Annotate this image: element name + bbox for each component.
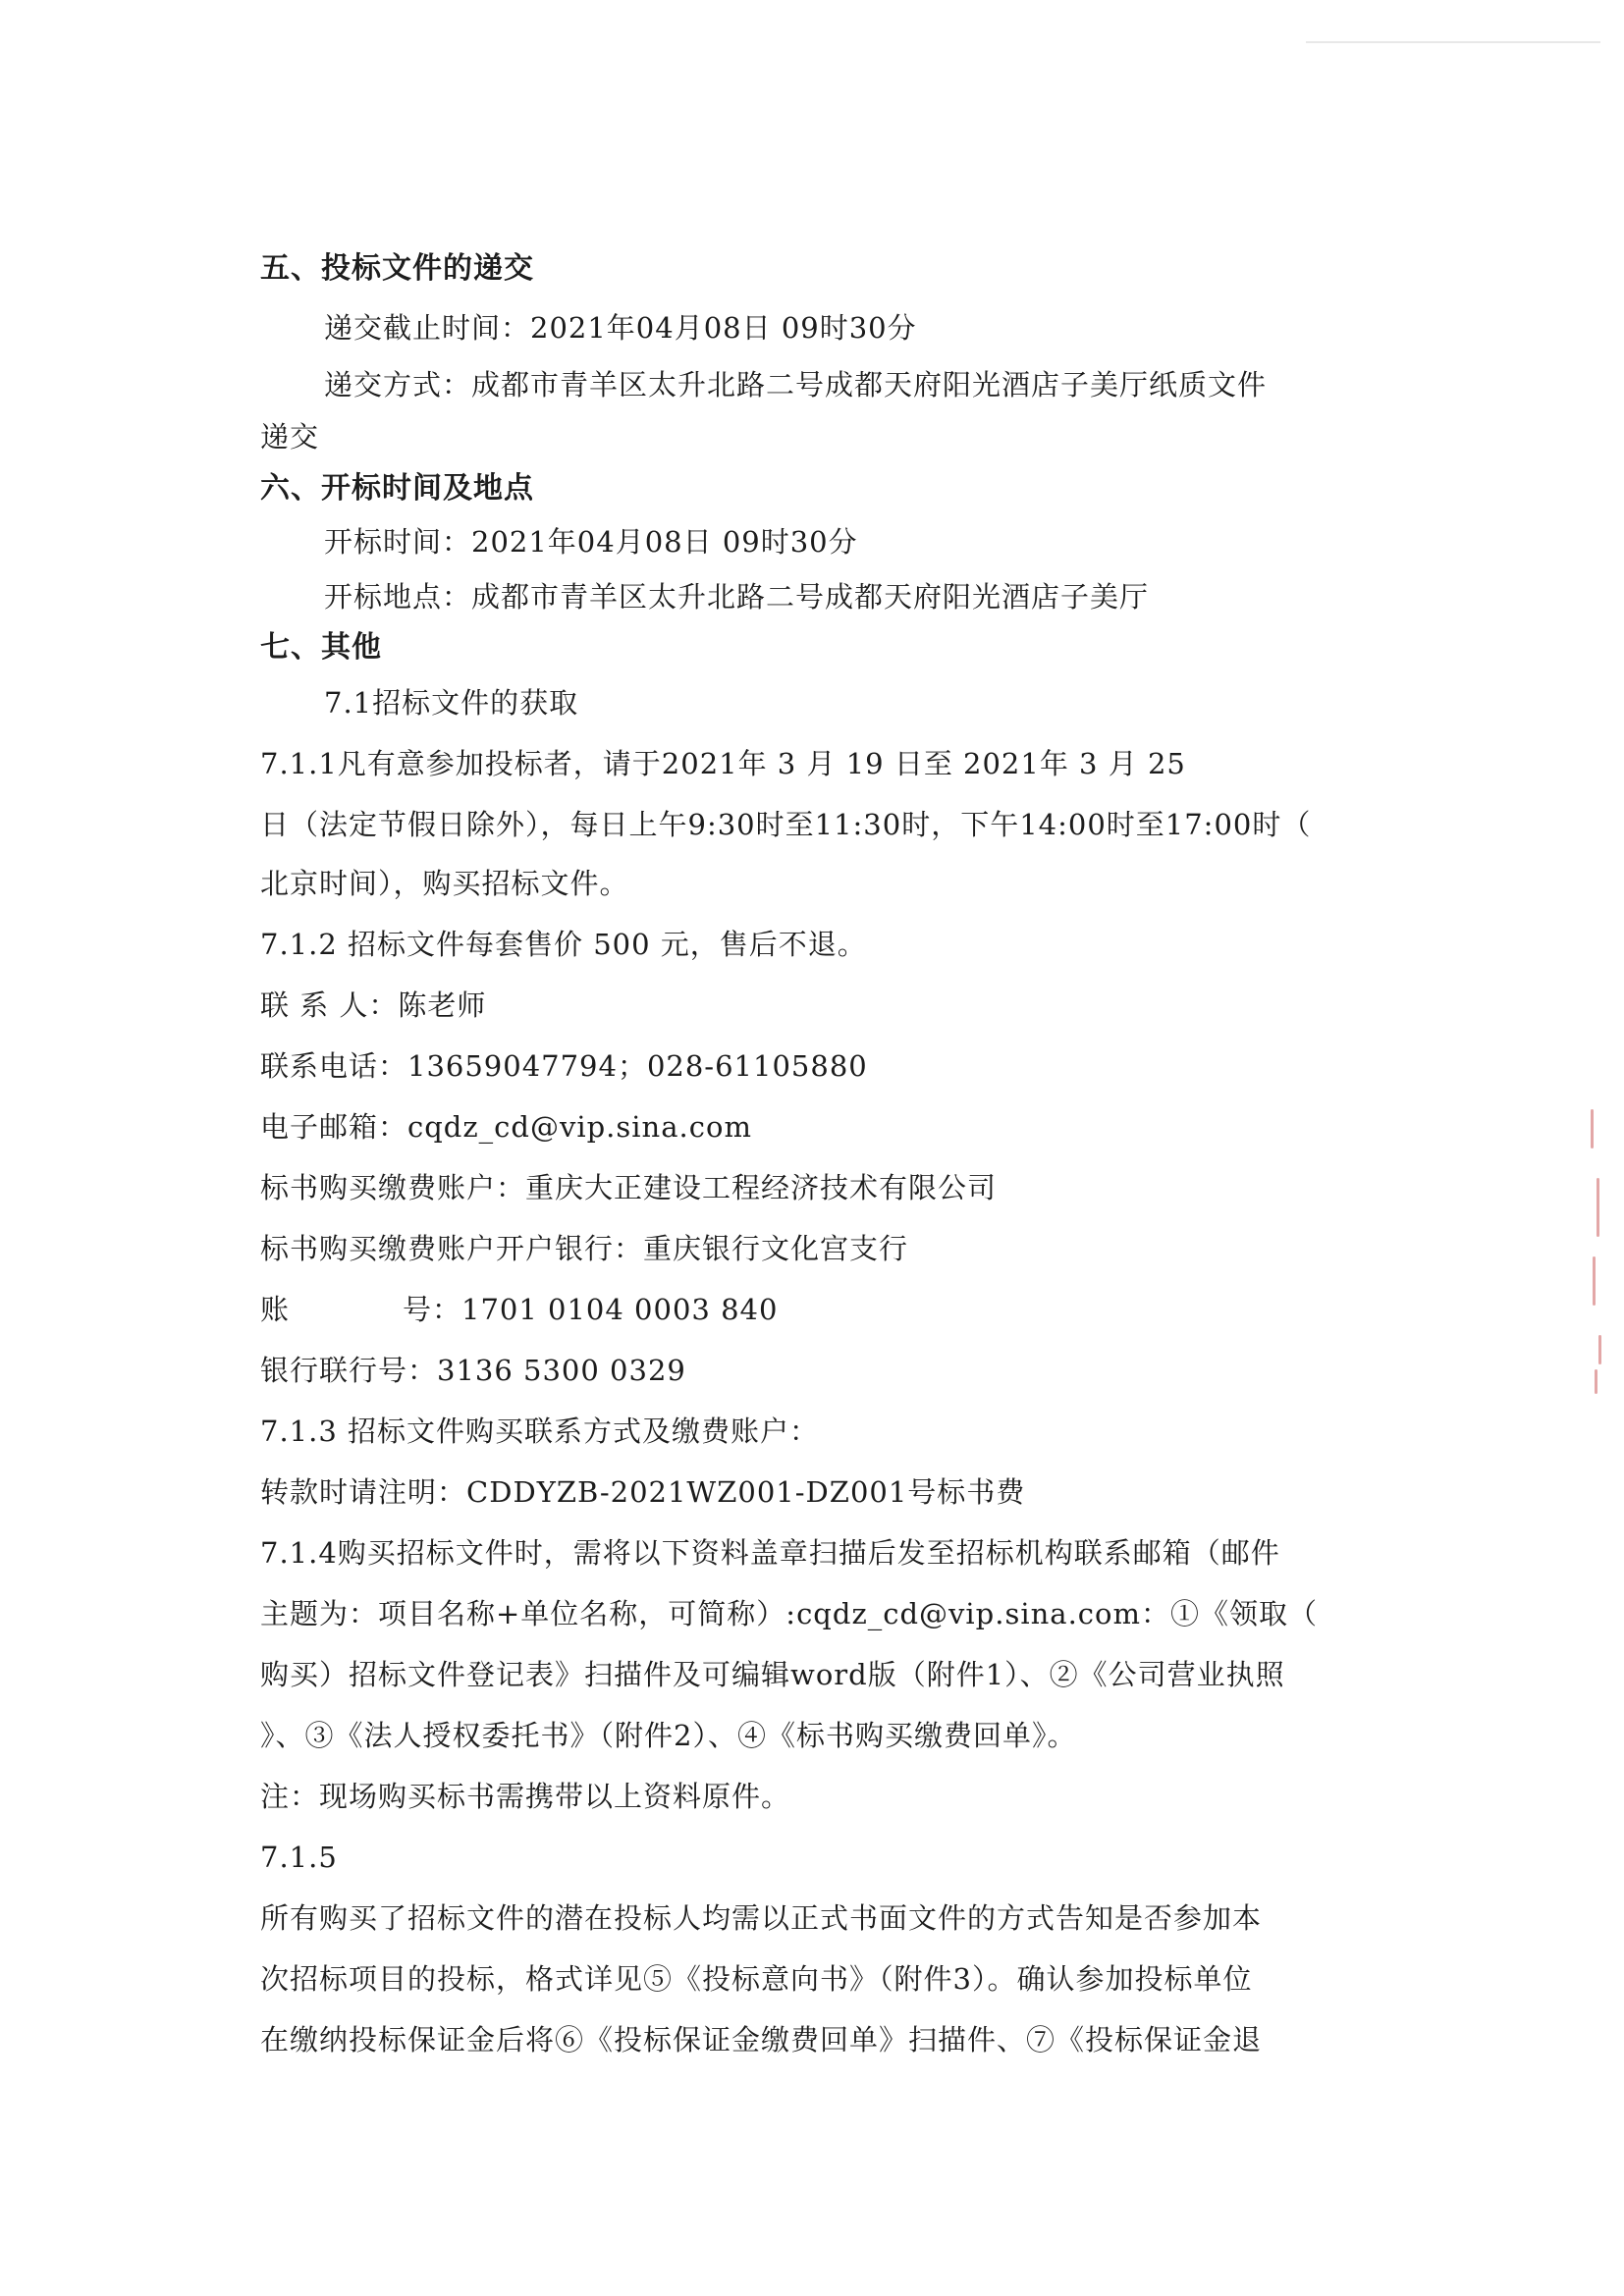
- account-number: 号：1701 0104 0003 840: [403, 1293, 779, 1326]
- seal-edge-mark: [1591, 1109, 1594, 1148]
- contact-person: 联 系 人：陈老师: [260, 988, 487, 1022]
- account-name: 标书购买缴费账户：重庆大正建设工程经济技术有限公司: [260, 1171, 998, 1204]
- paragraph-7-1-5-line3: 在缴纳投标保证金后将⑥《投标保证金缴费回单》扫描件、⑦《投标保证金退: [260, 2023, 1263, 2056]
- account-bank: 标书购买缴费账户开户银行：重庆银行文化宫支行: [260, 1232, 909, 1265]
- seal-edge-mark: [1595, 1369, 1597, 1394]
- contact-phone: 联系电话：13659047794；028-61105880: [260, 1049, 868, 1083]
- paragraph-7-1-5-label: 7.1.5: [260, 1841, 338, 1874]
- seal-edge-mark: [1598, 1335, 1601, 1364]
- contact-email: 电子邮箱：cqdz_cd@vip.sina.com: [260, 1110, 752, 1144]
- paragraph-7-1-1-line1: 7.1.1凡有意参加投标者，请于2021年 3 月 19 日至 2021年 3 月 25: [260, 747, 1186, 780]
- seal-edge-mark: [1593, 1256, 1596, 1306]
- section-7-heading: 七、其他: [260, 630, 382, 665]
- transfer-note: 转款时请注明：CDDYZB-2021WZ001-DZ001号标书费: [260, 1475, 1026, 1509]
- submission-method-line1: 递交方式：成都市青羊区太升北路二号成都天府阳光酒店子美厅纸质文件: [324, 368, 1268, 401]
- seal-edge-mark: [1597, 1178, 1599, 1237]
- note-originals: 注：现场购买标书需携带以上资料原件。: [260, 1780, 791, 1813]
- paragraph-7-1-3: 7.1.3 招标文件购买联系方式及缴费账户：: [260, 1415, 820, 1448]
- section-5-heading: 五、投标文件的递交: [260, 251, 534, 286]
- opening-place: 开标地点：成都市青羊区太升北路二号成都天府阳光酒店子美厅: [324, 580, 1150, 614]
- section-6-heading: 六、开标时间及地点: [260, 471, 534, 506]
- paragraph-7-1-4-line3: 购买）招标文件登记表》扫描件及可编辑word版（附件1）、②《公司营业执照: [260, 1658, 1285, 1691]
- sub-7-1-heading: 7.1招标文件的获取: [324, 686, 579, 720]
- bank-code: 银行联行号：3136 5300 0329: [260, 1354, 686, 1387]
- submission-method-line2: 递交: [260, 420, 320, 454]
- paragraph-7-1-5-line2: 次招标项目的投标，格式详见⑤《投标意向书》（附件3）。确认参加投标单位: [260, 1962, 1253, 1996]
- paragraph-7-1-4-line2: 主题为：项目名称+单位名称，可简称）:cqdz_cd@vip.sina.com：①《领取（: [260, 1597, 1319, 1630]
- paragraph-7-1-2: 7.1.2 招标文件每套售价 500 元，售后不退。: [260, 928, 867, 961]
- paragraph-7-1-5-line1: 所有购买了招标文件的潜在投标人均需以正式书面文件的方式告知是否参加本: [260, 1901, 1263, 1935]
- scan-artifact-line: [1306, 41, 1600, 43]
- paragraph-7-1-4-line1: 7.1.4购买招标文件时，需将以下资料盖章扫描后发至招标机构联系邮箱（邮件: [260, 1536, 1280, 1570]
- submission-deadline: 递交截止时间：2021年04月08日 09时30分: [324, 311, 917, 345]
- opening-time: 开标时间：2021年04月08日 09时30分: [324, 525, 858, 559]
- account-number-label: 账: [260, 1293, 291, 1326]
- paragraph-7-1-1-line3: 北京时间），购买招标文件。: [260, 867, 629, 900]
- paragraph-7-1-4-line4: 》、③《法人授权委托书》（附件2）、④《标书购买缴费回单》。: [260, 1719, 1077, 1752]
- paragraph-7-1-1-line2: 日（法定节假日除外），每日上午9:30时至11:30时，下午14:00时至17:00时（: [260, 808, 1312, 841]
